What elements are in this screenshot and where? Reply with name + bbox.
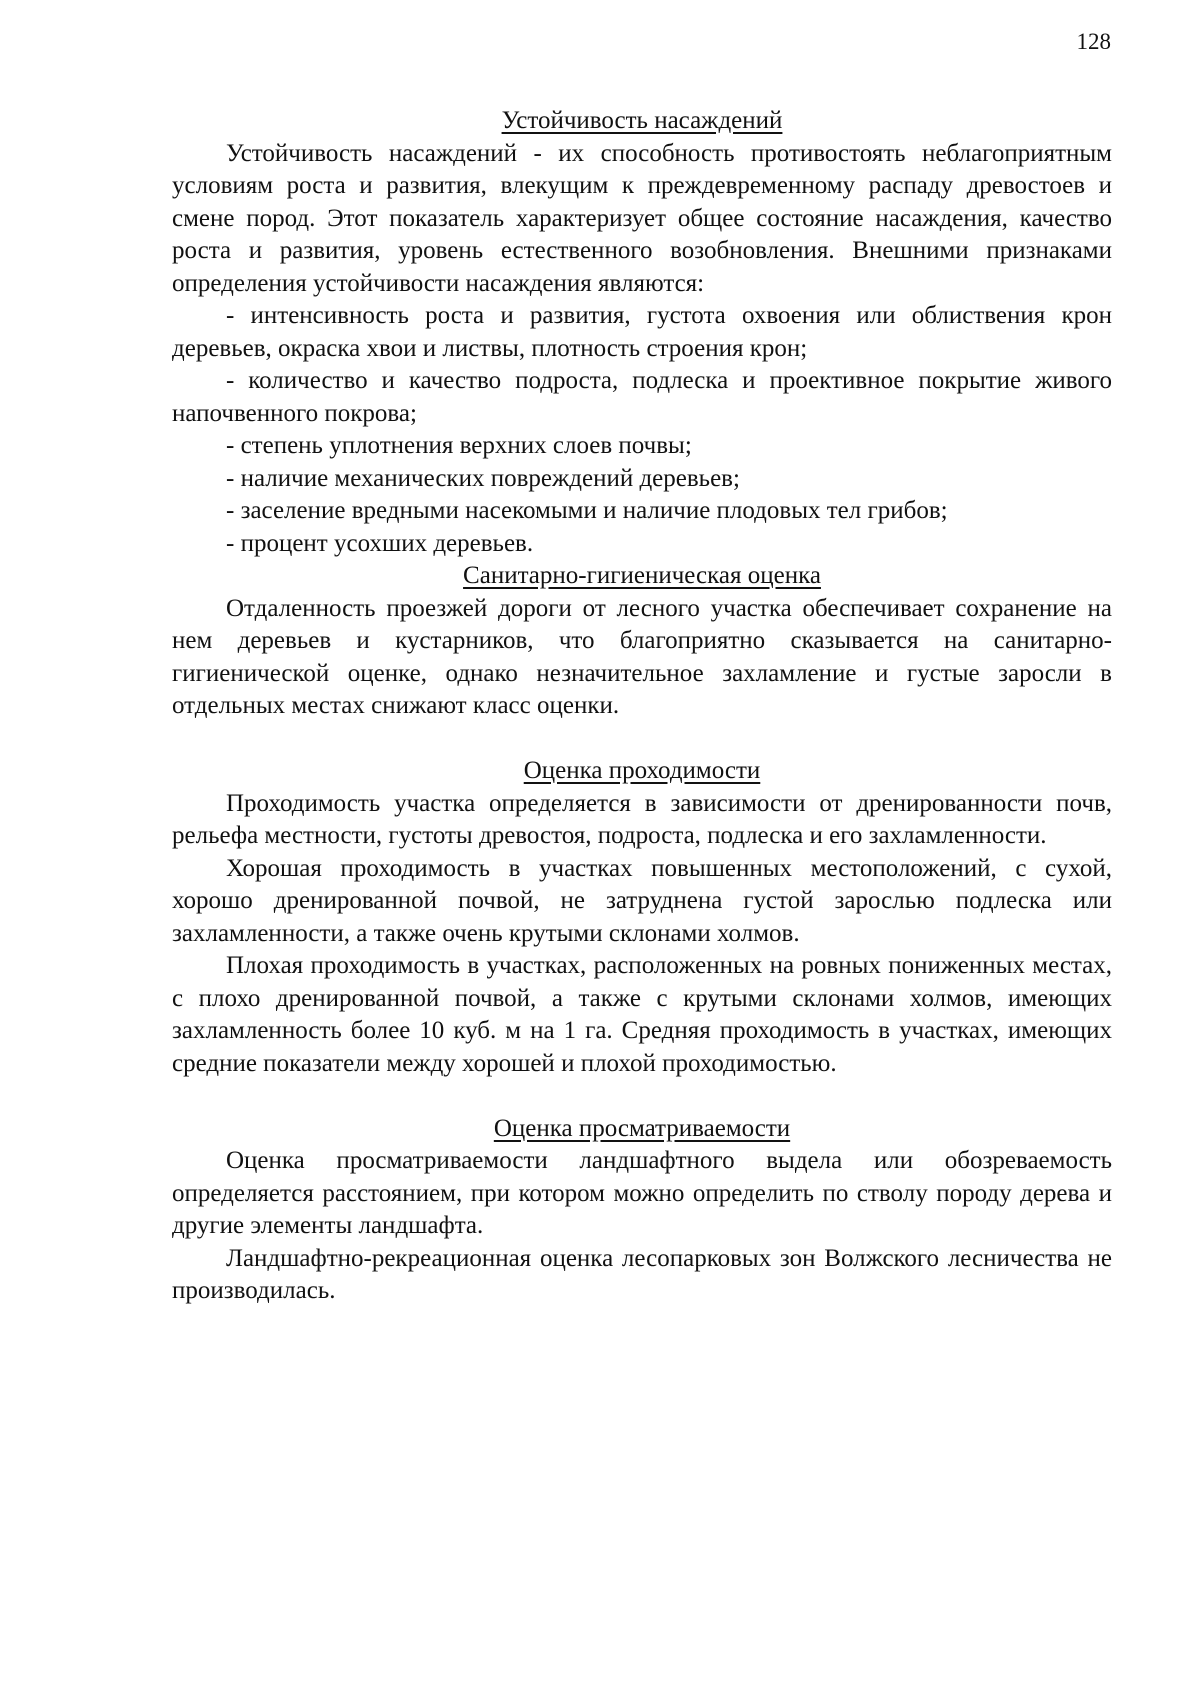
page-number: 128: [1076, 29, 1111, 54]
list-item: - наличие механических повреждений деревьев;: [226, 464, 740, 492]
blank-line: [172, 1080, 1112, 1113]
list-item: - заселение вредными насекомыми и наличие плодовых тел грибов;: [226, 497, 948, 524]
paragraph-passability-2: Хорошая проходимость в участках повышенных местоположений, с сухой, хорошо дренированной почвой, не затруднена густой зарослью подлеска или захламленности, а также очень крутыми склонами холмов.: [172, 854, 1112, 947]
section-visibility: [172, 1113, 1112, 1308]
paragraph-visibility-2: Ландшафтно-рекреационная оценка лесопарковых зон Волжского лесничества не производилась.: [172, 1244, 1112, 1304]
page-content: [172, 105, 1112, 1308]
list-item: - интенсивность роста и развития, густота охвоения или облиствения крон деревьев, окраска хвои и листвы, плотность строения крон;: [172, 302, 1112, 362]
paragraph-sanitary: Отдаленность проезжей дороги от лесного участка обеспечивает сохранение на нем деревьев и кустарников, что благоприятно сказывается на санитарно-гигиенической оценке, однако незначительное захламление и густые заросли в отдельных местах снижают класс оценки.: [172, 594, 1112, 719]
section-sanitary: [172, 560, 1112, 723]
section-stability: [172, 105, 1112, 560]
list-item: - количество и качество подроста, подлеска и проективное покрытие живого напочвенного покрова;: [172, 367, 1112, 427]
list-item: - процент усохших деревьев.: [226, 529, 534, 557]
section-heading-visibility: Оценка просматриваемости: [493, 1114, 791, 1142]
paragraph-stability-intro: Устойчивость насаждений - их способность противостоять неблагоприятным условиям роста и развития, влекущим к преждевременному распаду древостоев и смене пород. Этот показатель характеризует общее состояние насаждения, качество роста и развития, уровень естественного возобновления. Внешними признаками определения устойчивости насаждения являются:: [172, 139, 1112, 297]
section-heading-stability: Устойчивость насаждений: [501, 107, 783, 134]
paragraph-passability-3: Плохая проходимость в участках, расположенных на ровных пониженных местах, с плохо дренированной почвой, а также с крутыми склонами холмов, имеющих захламленность более 10 куб. м на 1 га. Средняя проходимость в участках, имеющих средние показатели между хорошей и плохой проходимостью.: [172, 952, 1112, 1077]
section-heading-passability: Оценка проходимости: [523, 757, 761, 784]
paragraph-passability-1: Проходимость участка определяется в зависимости от дренированности почв, рельефа местности, густоты древостоя, подроста, подлеска и его захламленности.: [172, 789, 1112, 849]
list-item: - степень уплотнения верхних слоев почвы;: [226, 432, 692, 459]
section-passability: [172, 755, 1112, 1080]
blank-line: [172, 723, 1112, 756]
section-heading-sanitary: Санитарно-гигиеническая оценка: [463, 562, 821, 589]
paragraph-visibility-1: Оценка просматриваемости ландшафтного выдела или обозреваемость определяется расстоянием, при котором можно определить по стволу породу дерева и другие элементы ландшафта.: [172, 1147, 1112, 1239]
